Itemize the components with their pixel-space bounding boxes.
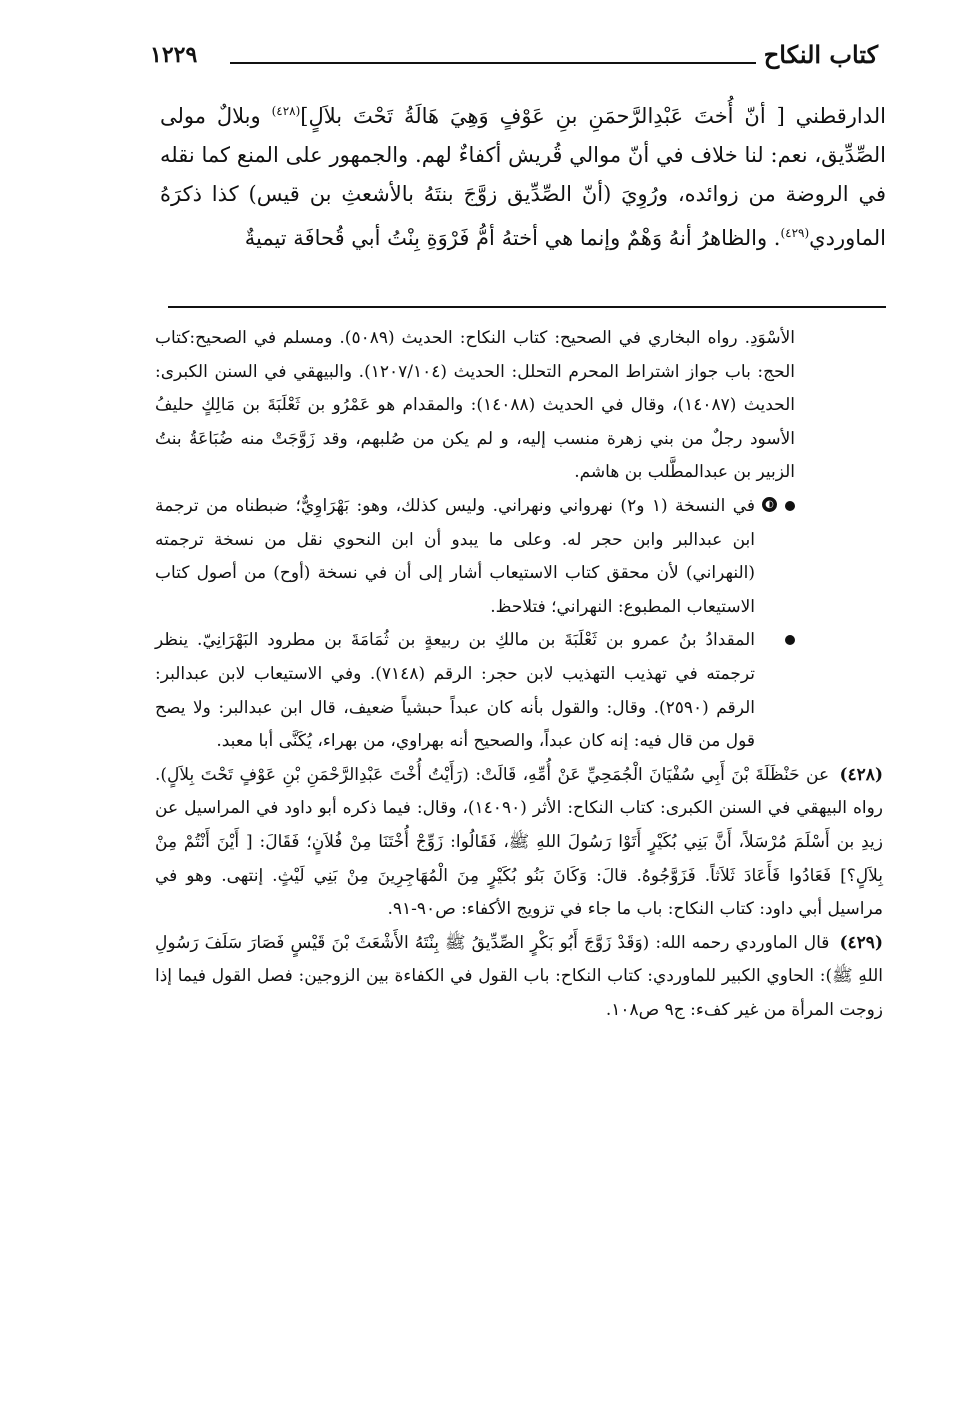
footnote-428-text: عن حَنْظَلَةَ بْنَ أَبِي سُفْيَانَ الْجُمَحِيِّ عَنْ أُمِّهِ، قَالَتْ: (رَأَيْتُ أُخْتَ عَبْدِالرَّحْمَنِ بْنِ عَوْفٍ تَحْتَ بِلاَلٍ). رواه البيهقي في السنن الكبرى: كتاب النكاح: الأثر (١٤٠٩٠)، وقال: فيما ذكره أبو داود في المراسيل عن زيدِ بن أَسْلَمَ مُرْسَلاً، أَنَّ بَنِي بُكَيْرٍ أَتَوْا رَسُولَ اللهِ ﷺ، فَقَالُوا: زَوِّجْ أُخْتَنَا مِنْ فُلاَنٍ؛ فَقَالَ: [ أَيْنَ أَنْتُمْ مِنْ بِلاَلٍ؟] فَعَادُوا فَأَعَادَ ثَلاَثاً. فَزَوَّجُوهُ. قالَ: وَكَانَ بَنُو بُكَيْرٍ مِنَ الْمُهَاجِرِينَ مِنْ بَنِي لَيْثٍ. إنتهى. وهو في مراسيل أبي داود: كتاب النكاح: باب ما جاء في تزويج الأكفاء: ص٩٠-٩١.	[155, 764, 883, 920]
main-text-part-1: الدارقطني [ أنّ أُختَ عَبْدِالرَّحمَنِ بنِ عَوْفٍ وَهِيَ هَالَةُ تَحْتَ بلاَلٍ]	[300, 104, 886, 128]
bullet-note-1-text: في النسخة (١ و٢) نهرواني ونهراني. وليس كذلك، وهو: بَهْرَاوِيٌّ؛ ضبطناه من ترجمة ابن عبدالبر وابن حجر له. وعلى ما يبدو أن ابن النحوي نقل من نسخة ترجمته (النهراني) لأن محقق كتاب الاستيعاب أشار إلى أن في نسخة (أوح) من أصول كتاب الاستيعاب المطبوع: النهراني؛ فتلاحظ.	[155, 495, 755, 617]
bullet-icon	[785, 501, 795, 511]
header-rule	[230, 62, 756, 64]
footnote-429-number: (٤٢٩)	[839, 932, 883, 953]
footnote-428-number: (٤٢٨)	[839, 764, 883, 785]
main-text-part-3: . والظاهرُ أنهُ وَهْمٌ وإنما هي أختهُ أمُّ فَرْوَةِ بِنْتُ أبي قُحافَة تيميةٌ	[244, 226, 781, 250]
bullet-icon	[785, 635, 795, 645]
footnote-429	[155, 927, 883, 1028]
page-number: ١٢٢٩	[150, 42, 198, 68]
footnote-separator	[168, 306, 886, 308]
footnote-428	[155, 759, 883, 927]
bullet-note-2	[155, 624, 883, 758]
main-text-part-2: وبلالٌ مولى الصِّدِّيق، نعم: لنا خلاف في أنّ موالي قُريش أكفاءٌ لهم. والجمهور على المنع كما نقله في الروضة من زوائده، ورُوِيَ (أنّ الصِّدِّيق زوَّجَ بنتَهُ بالأشعثِ بن قيس) كذا ذكرَهُ الماوردي	[160, 104, 886, 250]
running-title: كتاب النكاح	[763, 40, 878, 69]
note-marker-icon: ◐	[762, 497, 777, 512]
footnotes	[155, 322, 883, 1027]
bullet-note-2-text: المقدادُ بنُ عمرو بن ثَعْلَبَةَ بن مالكِ بن ربيعةٍ بن ثُمَامَةَ بن مطرود البَهْرَانِيّ. ينظر ترجمته في تهذيب التهذيب لابن حجر: الرقم (٧١٤٨). وفي الاستيعاب لابن عبدالبر: الرقم (٢٥٩٠). وقال: والقول بأنه كان عبداً حبشياً ضعيف، قال ابن عبدالبر: ولا يصح قول من قال فيه: إنه كان عبداً، والصحيح أنه بهراوي، من بهراء، يُكَنَّى أبا معبد.	[155, 630, 756, 752]
footnote-429-text: قال الماوردي رحمه الله: (وَقَدْ زَوَّجَ أَبُو بَكْرٍ الصِّدِّيقُ ﷺ بِنْتَهُ الأَشْعَثَ بْنَ قَيْسٍ فَصَارَ سَلَفَ رَسُولِ اللهِ ﷺ): الحاوي الكبير للماوردي: كتاب النكاح: باب القول في الكفاءة بين الزوجين: فصل القول فيما إذا زوجت المرأة من غير كفء: ج٩ ص١٠٨.	[155, 932, 883, 1020]
main-text	[160, 92, 886, 258]
footnote-continuation: الأسْوَدِ. رواه البخاري في الصحيح: كتاب النكاح: الحديث (٥٠٨٩). ومسلم في الصحيح:كتاب الحج: باب جواز اشتراط المحرم التحلل: الحديث (١٢٠٧/١٠٤). والبيهقي في السنن الكبرى: الحديث (١٤٠٨٧)، وقال في الحديث (١٤٠٨٨): والمقدام هو عَمْرُو بن ثَعْلَبَةَ بن مَالِكٍ حليفُ الأسود رجلٌ من بني زهرة منسب إليه، و لم يكن من صُلبهم، وقد زَوَّجَتْ منه ضُبَاعَةُ بنتُ الزبير بن عبدالمطَّلب بن هاشم.	[155, 328, 796, 483]
bullet-note-1	[155, 490, 883, 624]
footnote-ref-429[interactable]: (٤٢٩)	[780, 226, 810, 240]
footnote-ref-428[interactable]: (٤٢٨)	[271, 104, 301, 118]
main-paragraph	[160, 92, 886, 258]
page-header	[150, 40, 878, 74]
